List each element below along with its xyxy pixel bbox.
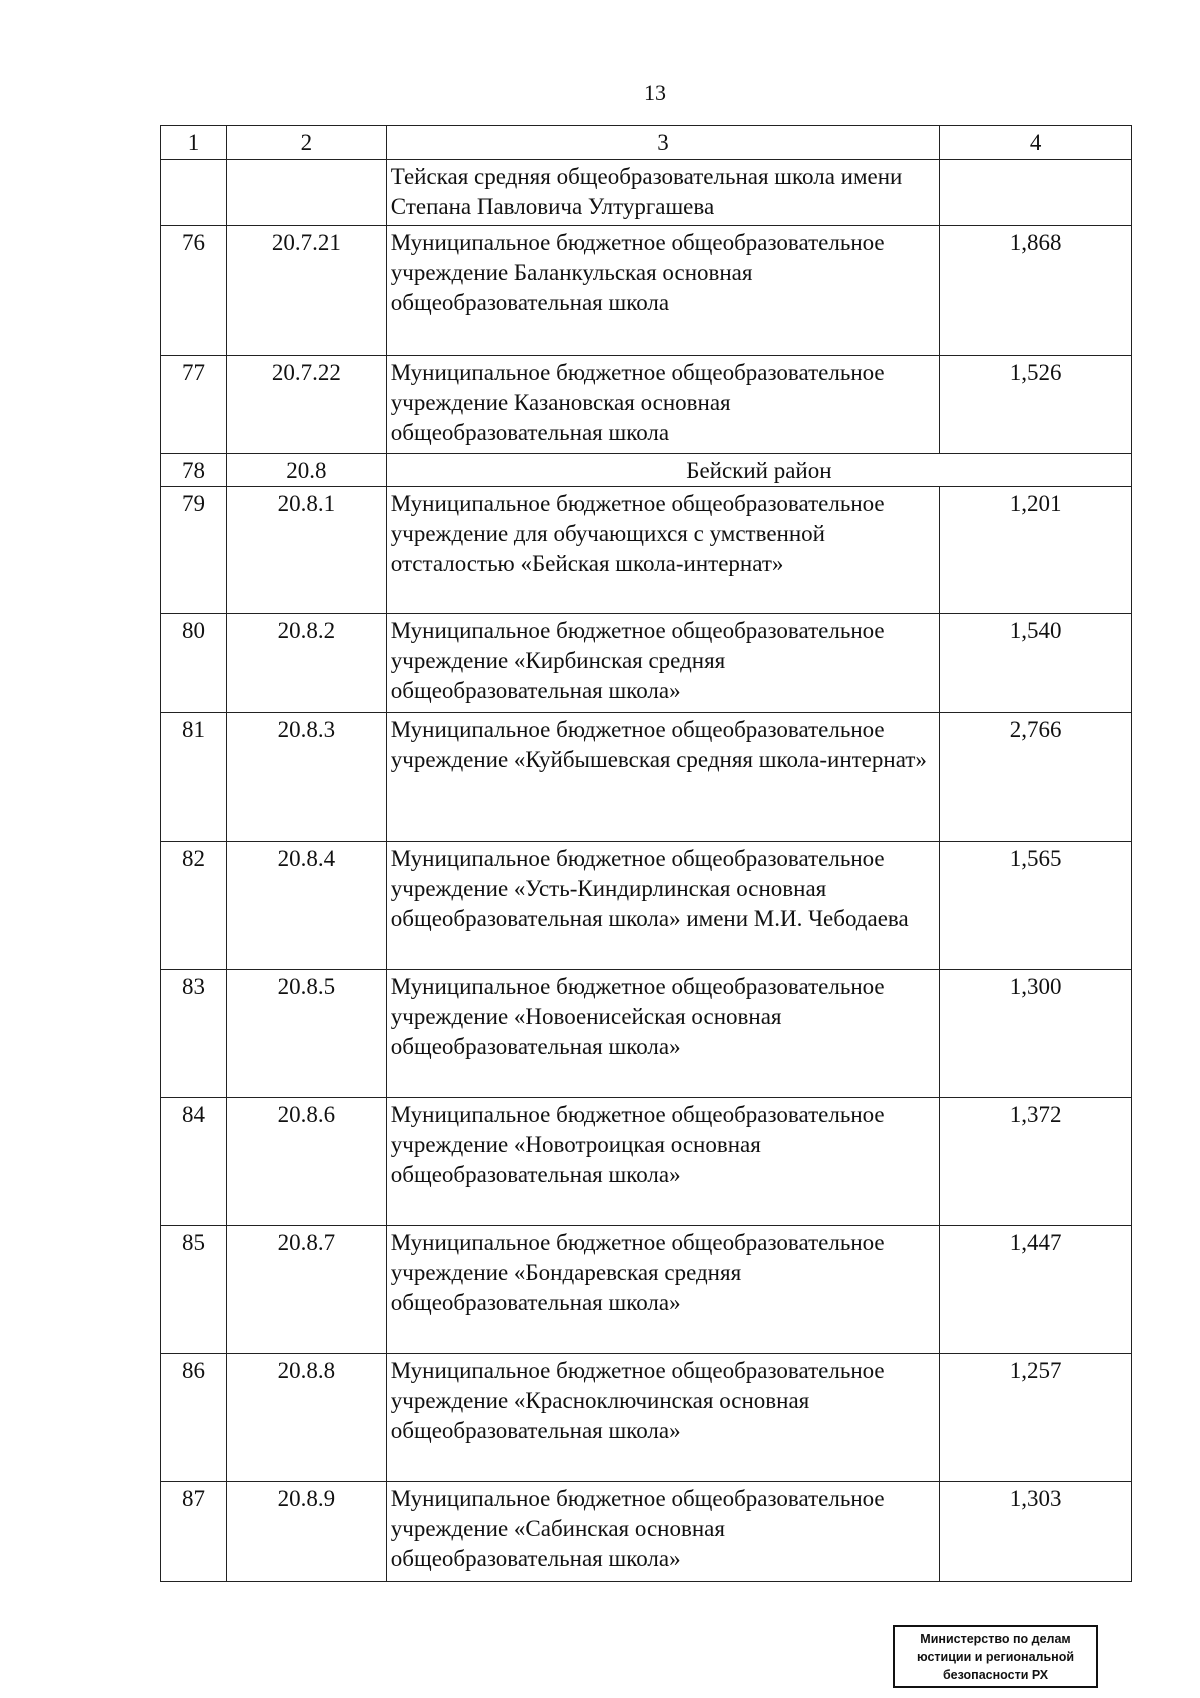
stamp-line-2: юстиции и региональной — [916, 1650, 1075, 1664]
institution-name: Муниципальное бюджетное общеобразовательное учреждение «Новотроицкая основная общеобразовательная школа» — [386, 1098, 939, 1226]
stamp-line-3: безопасности РХ — [942, 1668, 1049, 1682]
row-number: 80 — [161, 614, 227, 713]
row-number: 86 — [161, 1354, 227, 1482]
row-code: 20.8 — [226, 454, 386, 487]
institution-name: Муниципальное бюджетное общеобразовательное учреждение Казановская основная общеобразовательная школа — [386, 356, 939, 454]
row-code: 20.8.2 — [226, 614, 386, 713]
header-col-2: 2 — [226, 126, 386, 160]
row-value: 1,540 — [940, 614, 1132, 713]
table-row — [161, 160, 1132, 226]
header-col-1: 1 — [161, 126, 227, 160]
row-value: 2,766 — [940, 713, 1132, 842]
row-code: 20.8.8 — [226, 1354, 386, 1482]
row-value: 1,257 — [940, 1354, 1132, 1482]
institution-name: Муниципальное бюджетное общеобразовательное учреждение «Усть-Киндирлинская основная общеобразовательная школа» имени М.И. Чебодаева — [386, 842, 939, 970]
table-row — [161, 1098, 1132, 1226]
row-code: 20.8.7 — [226, 1226, 386, 1354]
row-number — [161, 160, 227, 226]
district-row — [161, 454, 1132, 487]
row-number: 85 — [161, 1226, 227, 1354]
page-number: 13 — [644, 80, 666, 105]
institution-name: Муниципальное бюджетное общеобразовательное учреждение «Кирбинская средняя общеобразовательная школа» — [386, 614, 939, 713]
row-value — [940, 160, 1132, 226]
table-header-row — [161, 126, 1132, 160]
row-value: 1,201 — [940, 487, 1132, 614]
row-number: 78 — [161, 454, 227, 487]
header-col-3: 3 — [386, 126, 939, 160]
table-row — [161, 1354, 1132, 1482]
institution-name: Муниципальное бюджетное общеобразовательное учреждение «Куйбышевская средняя школа-интернат» — [386, 713, 939, 842]
table-row — [161, 1226, 1132, 1354]
row-value: 1,303 — [940, 1482, 1132, 1582]
row-number: 76 — [161, 226, 227, 356]
institution-name: Муниципальное бюджетное общеобразовательное учреждение «Сабинская основная общеобразовательная школа» — [386, 1482, 939, 1582]
row-code: 20.8.6 — [226, 1098, 386, 1226]
row-value: 1,526 — [940, 356, 1132, 454]
table-row — [161, 713, 1132, 842]
row-code: 20.8.4 — [226, 842, 386, 970]
row-code: 20.7.21 — [226, 226, 386, 356]
row-code: 20.8.3 — [226, 713, 386, 842]
row-value: 1,372 — [940, 1098, 1132, 1226]
institution-name: Муниципальное бюджетное общеобразовательное учреждение для обучающихся с умственной отсталостью «Бейская школа-интернат» — [386, 487, 939, 614]
schools-table — [160, 125, 1132, 1582]
institution-name: Муниципальное бюджетное общеобразовательное учреждение Баланкульская основная общеобразовательная школа — [386, 226, 939, 356]
table-row — [161, 1482, 1132, 1582]
table-row — [161, 487, 1132, 614]
row-value: 1,447 — [940, 1226, 1132, 1354]
institution-name: Муниципальное бюджетное общеобразовательное учреждение «Красноключинская основная общеобразовательная школа» — [386, 1354, 939, 1482]
row-value: 1,300 — [940, 970, 1132, 1098]
ministry-stamp — [893, 1625, 1098, 1688]
row-number: 87 — [161, 1482, 227, 1582]
header-col-4: 4 — [940, 126, 1132, 160]
row-code: 20.7.22 — [226, 356, 386, 454]
institution-name: Тейская средняя общеобразовательная школа имени Степана Павловича Ултургашева — [386, 160, 939, 226]
row-number: 84 — [161, 1098, 227, 1226]
row-code — [226, 160, 386, 226]
table-row — [161, 356, 1132, 454]
district-name: Бейский район — [386, 454, 1131, 487]
row-number: 79 — [161, 487, 227, 614]
row-value: 1,868 — [940, 226, 1132, 356]
row-number: 81 — [161, 713, 227, 842]
row-value: 1,565 — [940, 842, 1132, 970]
row-number: 77 — [161, 356, 227, 454]
table-row — [161, 226, 1132, 356]
table-body — [161, 126, 1132, 1582]
stamp-line-1: Министерство по делам — [920, 1632, 1071, 1646]
row-number: 83 — [161, 970, 227, 1098]
institution-name: Муниципальное бюджетное общеобразовательное учреждение «Бондаревская средняя общеобразовательная школа» — [386, 1226, 939, 1354]
row-code: 20.8.5 — [226, 970, 386, 1098]
row-code: 20.8.1 — [226, 487, 386, 614]
table-row — [161, 614, 1132, 713]
table-row — [161, 970, 1132, 1098]
row-code: 20.8.9 — [226, 1482, 386, 1582]
institution-name: Муниципальное бюджетное общеобразовательное учреждение «Новоенисейская основная общеобразовательная школа» — [386, 970, 939, 1098]
table-row — [161, 842, 1132, 970]
row-number: 82 — [161, 842, 227, 970]
